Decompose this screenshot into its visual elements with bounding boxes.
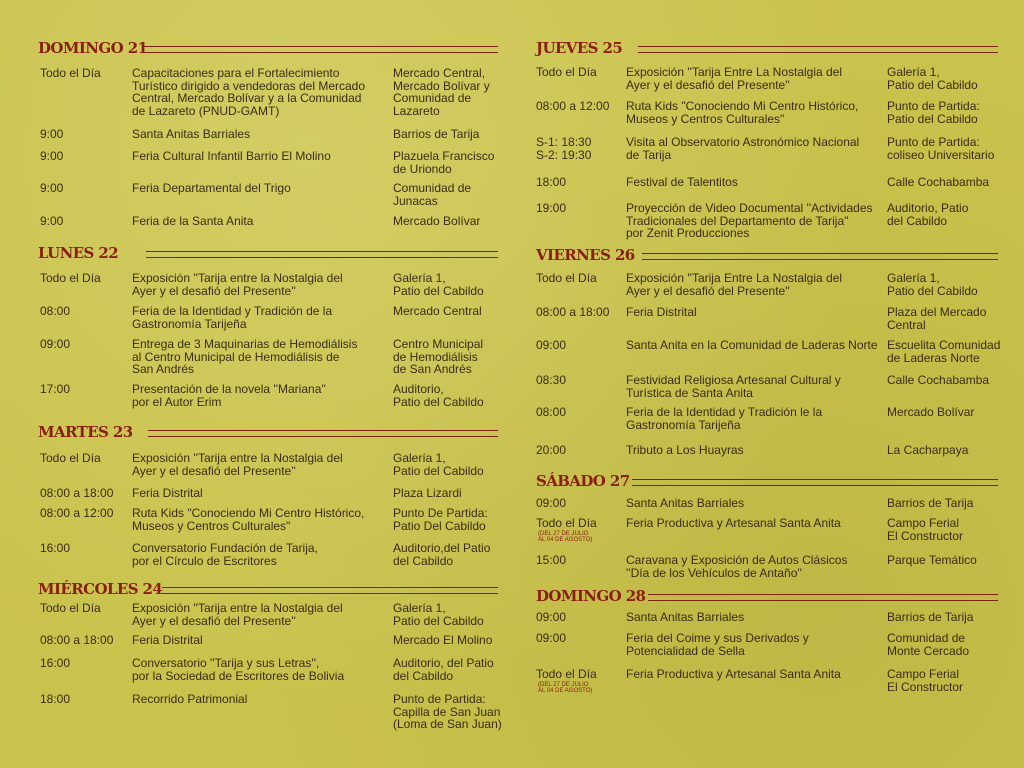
day-title: LUNES 22	[38, 244, 119, 262]
place-text: Patio del Cabildo	[393, 463, 484, 478]
date-range-note: (DEL 27 DE JULIO	[538, 530, 589, 537]
time-label: Todo el Día	[536, 516, 597, 530]
event-text: San Andrés	[132, 362, 195, 376]
event-text: por el Círculo de Escritores	[132, 553, 277, 568]
event-text: por Zenit Producciones	[626, 226, 750, 240]
time-label: 19:00	[536, 201, 567, 215]
place-text: de Hemodiálisis	[393, 349, 478, 364]
place-text: Patio del Cabildo	[393, 394, 484, 409]
day-header	[536, 246, 998, 266]
place-text: Calle Cochabamba	[887, 373, 990, 387]
day-title: MIÉRCOLES 24	[38, 580, 163, 598]
place-text: Comunidad de	[393, 91, 472, 105]
event-text: Exposición ''Tarija entre la Nostalgia del	[132, 601, 343, 615]
time-label: 9:00	[40, 181, 64, 195]
place-text: Auditorio, Patio	[887, 201, 969, 215]
place-text: Patio Del Cabildo	[393, 518, 486, 533]
place-text: Galería 1,	[393, 271, 446, 285]
place-text: Patio del Cabildo	[887, 283, 978, 298]
date-range-note: AL 04 DE AGOSTO)	[538, 688, 593, 694]
place-text: Barrios de Tarija	[887, 610, 974, 624]
time-label: 9:00	[40, 149, 64, 163]
time-label: 09:00	[536, 631, 567, 645]
time-label: 18:00	[536, 175, 567, 189]
day-header	[38, 39, 498, 59]
day-header	[38, 580, 498, 600]
place-text: Campo Ferial	[887, 667, 960, 681]
event-text: Ayer y el desafió del Presente''	[132, 613, 296, 628]
place-text: coliseo Universitario	[887, 147, 995, 162]
event-text: Ayer y el desafió del Presente''	[132, 283, 296, 298]
day-title: MARTES 23	[38, 423, 133, 441]
time-label: Todo el Día	[536, 667, 597, 681]
place-text: Barrios de Tarija	[887, 496, 974, 510]
place-text: Campo Ferial	[887, 516, 960, 530]
day-header	[536, 587, 998, 607]
event-text: al Centro Municipal de Hemodiálisis de	[132, 349, 340, 364]
place-text: Auditorio,del Patio	[393, 541, 491, 555]
header-divider	[146, 251, 498, 258]
place-text: Capilla de San Juan	[393, 704, 501, 719]
event-text: Feria Cultural Infantil Barrio El Molino	[132, 149, 331, 163]
event-text: Festival de Talentitos	[626, 175, 738, 189]
time-label: 08:00	[40, 304, 71, 318]
time-label: 17:00	[40, 382, 71, 396]
day-title: JUEVES 25	[536, 39, 623, 57]
time-label: 16:00	[40, 541, 71, 555]
date-range-note: AL 04 DE AGOSTO)	[538, 537, 593, 543]
event-text: Presentación de la novela ''Mariana''	[132, 382, 326, 396]
place-text: Auditorio,	[393, 382, 444, 396]
time-label: Todo el Día	[40, 66, 101, 80]
event-text: Feria Departamental del Trigo	[132, 181, 291, 195]
event-text: Gastronomía Tarijeña	[132, 316, 247, 331]
event-text: Capacitaciones para el Fortalecimiento	[132, 66, 340, 80]
place-text: Central	[887, 317, 926, 332]
event-text: Santa Anitas Barriales	[626, 610, 745, 624]
place-text: del Cabildo	[393, 668, 454, 683]
place-text: Escuelita Comunidad	[887, 338, 1001, 352]
time-label: 08:00 a 18:00	[40, 633, 114, 647]
place-text: El Constructor	[887, 528, 964, 543]
place-text: del Cabildo	[887, 213, 948, 228]
day-header	[536, 472, 998, 492]
place-text: Galería 1,	[887, 271, 940, 285]
event-text: de Lazareto (PNUD-GAMT)	[132, 103, 280, 118]
place-text: Galería 1,	[393, 601, 446, 615]
place-text: Auditorio, del Patio	[393, 656, 494, 670]
place-text: Centro Municipal	[393, 337, 484, 351]
event-text: Feria Productiva y Artesanal Santa Anita	[626, 516, 841, 530]
place-text: Plaza del Mercado	[887, 305, 987, 319]
place-text: Mercado El Molino	[393, 633, 493, 647]
day-title: SÁBADO 27	[536, 472, 630, 490]
event-text: Feria Distrital	[626, 305, 697, 319]
event-text: Feria del Coime y sus Derivados y	[626, 631, 809, 645]
place-text: Patio del Cabildo	[887, 111, 978, 126]
day-title: VIERNES 26	[536, 246, 635, 264]
event-text: ''Día de los Vehículos de Antaño''	[626, 565, 802, 580]
event-text: Ayer y el desafió del Presente''	[626, 77, 790, 92]
day-title: DOMINGO 21	[38, 39, 148, 57]
time-label: 09:00	[536, 338, 567, 352]
date-range-note: (DEL 27 DE JULIO	[538, 681, 589, 688]
event-text: Tradicionales del Departamento de Tarija''	[626, 213, 849, 228]
header-divider	[642, 253, 998, 260]
event-text: Caravana y Exposición de Autos Clásicos	[626, 553, 848, 567]
event-text: Feria de la Santa Anita	[132, 214, 254, 228]
event-text: Feria de la Identidad y Tradición de la	[132, 304, 333, 318]
place-text: Comunidad de	[393, 181, 472, 195]
place-text: Comunidad de	[887, 631, 966, 645]
event-text: Recorrido Patrimonial	[132, 692, 248, 706]
place-text: Calle Cochabamba	[887, 175, 990, 189]
event-text: Feria de la Identidad y Tradición le la	[626, 405, 823, 419]
time-label: 08:30	[536, 373, 567, 387]
time-label: 18:00	[40, 692, 71, 706]
event-text: Exposición ''Tarija Entre La Nostalgia del	[626, 65, 843, 79]
event-text: Museos y Centros Culturales"	[132, 518, 291, 533]
place-text: (Loma de San Juan)	[393, 717, 502, 731]
time-label: S-2: 19:30	[536, 147, 592, 162]
time-label: 09:00	[536, 496, 567, 510]
event-text: Santa Anitas Barriales	[132, 127, 251, 141]
place-text: Lazareto	[393, 103, 440, 118]
place-text: Mercado Bolívar	[393, 214, 481, 228]
place-text: La Cacharpaya	[887, 443, 969, 457]
time-label: Todo el Día	[40, 271, 101, 285]
event-text: Museos y Centros Culturales"	[626, 111, 785, 126]
event-text: Festividad Religiosa Artesanal Cultural y	[626, 373, 841, 387]
place-text: El Constructor	[887, 679, 964, 694]
time-label: 9:00	[40, 127, 64, 141]
event-text: Entrega de 3 Maquinarias de Hemodiálisis	[132, 337, 358, 351]
place-text: Mercado Bolívar	[887, 405, 975, 419]
place-text: Plaza Lizardi	[393, 486, 462, 500]
place-text: Mercado Central	[393, 304, 482, 318]
event-text: Exposición ''Tarija entre la Nostalgia del	[132, 451, 343, 465]
header-divider	[142, 46, 498, 53]
place-text: de Laderas Norte	[887, 350, 980, 365]
header-divider	[632, 479, 998, 486]
event-text: de Tarija	[626, 147, 672, 162]
place-text: Punto de Partida:	[887, 99, 980, 113]
time-label: Todo el Día	[536, 271, 597, 285]
day-header	[536, 39, 998, 59]
place-text: Mercado Central,	[393, 66, 486, 80]
place-text: Punto de Partida:	[393, 692, 486, 706]
place-text: Patio del Cabildo	[393, 283, 484, 298]
time-label: Todo el Día	[40, 451, 101, 465]
event-text: Feria Distrital	[132, 633, 203, 647]
header-divider	[162, 587, 498, 594]
time-label: 08:00 a 12:00	[536, 99, 610, 113]
event-text: Santa Anita en la Comunidad de Laderas Norte	[626, 338, 878, 352]
time-label: 08:00 a 18:00	[536, 305, 610, 319]
time-label: 09:00	[40, 337, 71, 351]
time-label: 9:00	[40, 214, 64, 228]
header-divider	[148, 430, 498, 437]
time-label: 08:00 a 18:00	[40, 486, 114, 500]
event-text: Turística de Santa Anita	[626, 385, 753, 400]
time-label: 15:00	[536, 553, 567, 567]
place-text: Galería 1,	[393, 451, 446, 465]
day-header	[38, 244, 498, 264]
event-text: Ayer y el desafió del Presente''	[132, 463, 296, 478]
time-label: 20:00	[536, 443, 567, 457]
place-text: Junacas	[393, 193, 438, 208]
event-text: por la Sociedad de Escritores de Bolivia	[132, 668, 345, 683]
place-text: Punto De Partida:	[393, 506, 488, 520]
event-text: Conversatorio Fundación de Tarija,	[132, 541, 318, 555]
place-text: Parque Temático	[887, 553, 977, 567]
event-text: Ruta Kids "Conociendo Mi Centro Histórico,	[626, 99, 859, 113]
event-text: Proyección de Video Documental ''Actividades	[626, 201, 873, 215]
event-text: Exposición ''Tarija entre la Nostalgia del	[132, 271, 343, 285]
place-text: Barrios de Tarija	[393, 127, 480, 141]
time-label: 08:00 a 12:00	[40, 506, 114, 520]
event-text: Visita al Observatorio Astronómico Nacional	[626, 135, 860, 149]
time-label: Todo el Día	[40, 601, 101, 615]
event-text: Ruta Kids "Conociendo Mi Centro Histórico,	[132, 506, 365, 520]
place-text: Mercado Bolívar y	[393, 78, 490, 93]
place-text: de San Andrés	[393, 362, 472, 376]
event-text: Gastronomía Tarijeña	[626, 417, 741, 432]
time-label: 09:00	[536, 610, 567, 624]
place-text: Monte Cercado	[887, 643, 970, 658]
event-text: Turístico dirigido a vendedoras del Mercado	[132, 78, 366, 93]
time-label: 08:00	[536, 405, 567, 419]
event-text: Potencialidad de Sella	[626, 643, 745, 658]
place-text: del Cabildo	[393, 553, 454, 568]
event-text: Feria Distrital	[132, 486, 203, 500]
day-header	[38, 423, 498, 443]
header-divider	[648, 594, 998, 601]
event-text: Conversatorio ''Tarija y sus Letras'',	[132, 656, 320, 670]
place-text: Plazuela Francisco	[393, 149, 495, 163]
time-label: 16:00	[40, 656, 71, 670]
time-label: S-1: 18:30	[536, 135, 592, 149]
event-text: Central, Mercado Bolívar y a la Comunidad	[132, 91, 362, 105]
place-text: Patio del Cabildo	[887, 77, 978, 92]
day-title: DOMINGO 28	[536, 587, 646, 605]
event-text: Exposición ''Tarija Entre La Nostalgia del	[626, 271, 843, 285]
event-text: Tributo a Los Huayras	[626, 443, 744, 457]
event-text: Feria Productiva y Artesanal Santa Anita	[626, 667, 841, 681]
event-text: Ayer y el desafió del Presente''	[626, 283, 790, 298]
event-text: por el Autor Erim	[132, 394, 222, 409]
event-text: Santa Anitas Barriales	[626, 496, 745, 510]
time-label: Todo el Día	[536, 65, 597, 79]
place-text: Punto de Partida:	[887, 135, 980, 149]
header-divider	[638, 46, 998, 53]
place-text: Galería 1,	[887, 65, 940, 79]
place-text: de Uriondo	[393, 161, 452, 176]
place-text: Patio del Cabildo	[393, 613, 484, 628]
